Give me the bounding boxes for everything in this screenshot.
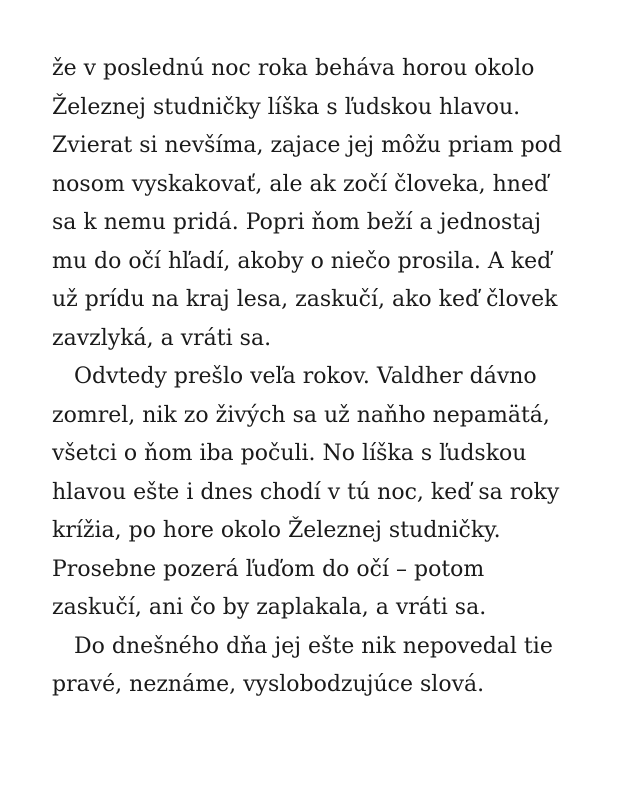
text-line: Prosebne pozerá ľuďom do očí – potom <box>52 556 485 582</box>
text-line: pravé, neznáme, vyslobodzujúce slová. <box>52 672 485 697</box>
paragraph-3 <box>52 628 612 705</box>
text-line: hlavou ešte i dnes chodí v tú noc, keď sa roky <box>52 479 560 505</box>
text-line: už prídu na kraj lesa, zaskučí, ako keď človek <box>52 287 558 312</box>
text-line: všetci o ňom iba počuli. No líška s ľudskou <box>52 441 527 466</box>
paragraph-2 <box>52 358 612 628</box>
text-line: Odvtedy prešlo veľa rokov. Valdher dávno <box>74 364 537 389</box>
text-line: zaskučí, ani čo by zaplakala, a vráti sa. <box>52 595 487 620</box>
text-line: Do dnešného dňa jej ešte nik nepovedal tie <box>74 633 553 659</box>
text-line: nosom vyskakovať, ale ak zočí človeka, hneď <box>52 171 549 197</box>
paragraph-1 <box>52 50 612 358</box>
text-line: že v poslednú noc roka beháva horou okolo <box>52 56 535 81</box>
text-line: zomrel, nik zo živých sa už naňho nepamätá, <box>52 402 550 428</box>
text-line: zavzlyká, a vráti sa. <box>52 325 272 351</box>
page-body-text <box>52 50 612 705</box>
text-line: Zvierat si nevšíma, zajace jej môžu priam pod <box>52 133 562 158</box>
text-line: mu do očí hľadí, akoby o niečo prosila. A keď <box>52 248 552 274</box>
text-line: krížia, po hore okolo Železnej studničky. <box>52 518 501 543</box>
text-line: sa k nemu pridá. Popri ňom beží a jednostaj <box>52 210 542 235</box>
text-line: Železnej studničky líška s ľudskou hlavou. <box>52 94 521 120</box>
